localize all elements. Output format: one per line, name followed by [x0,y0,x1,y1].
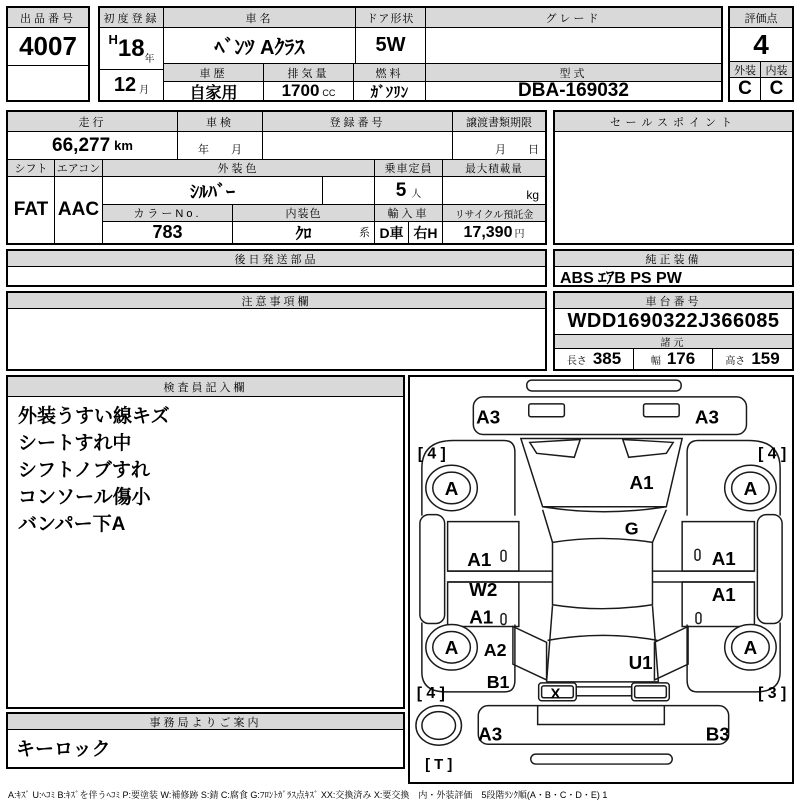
left-quarter-window [513,627,547,680]
door-handle-icon [695,549,700,560]
spec-length-label: 長さ [566,355,587,367]
mileage-value-cell [8,132,178,160]
score-value: 4 [730,28,792,62]
equipment-box [553,249,794,287]
headlight-left-icon [529,404,565,417]
damage-label: A1 [711,548,736,570]
score-label: 評価点 [730,8,792,28]
capacity-value-cell [375,177,443,205]
intcolor-suffix: 系 [359,227,370,239]
ext-grade-label: 外装 [730,62,761,78]
car-name-label: 車名 [164,8,356,28]
damage-label: A1 [469,606,494,628]
regno-label: 登録番号 [263,112,453,132]
inspector-note-line: 外装うすい線キズ [18,406,170,427]
spec-width-label: 幅 [650,355,661,367]
recycle-label: リサイクル預託金 [443,205,545,222]
first-reg-era: H [108,32,118,47]
legend-text: A:ｷｽﾞ U:ﾍｺﾐ B:ｷｽﾞを伴うﾍｺﾐ P:要塗装 W:補修跡 S:錆 C:腐食 G:ﾌﾛﾝﾄｶﾞﾗｽ点ｷｽﾞ XX:交換済み X:要交換 内・外装評価 5段階ﾗﾝｸ順(A・B・C・D・E) 1 [8,790,608,800]
aircon-value: AAC [55,177,103,243]
first-reg-year-unit: 年 [144,54,155,65]
sales-point-box [553,110,794,245]
inspector-note-line: シフトノブすれ [18,460,150,481]
spec-height-cell [713,349,792,369]
right-quarter-window [654,627,688,680]
recycle-value-cell [443,222,545,243]
extcolor-empty-cell [323,177,375,205]
import-value-2: 右H [409,222,443,243]
windshield [521,438,682,506]
ext-grade-value: C [730,78,761,100]
displacement-label: 排気量 [264,64,354,82]
damage-labels [417,407,787,773]
regno-value [263,132,453,160]
notes-value [8,309,545,369]
first-reg-month-unit: 月 [139,85,150,96]
extcolor-value: ｼﾙﾊﾞｰ [103,177,323,205]
spec-width-value: 176 [666,349,696,368]
roof [553,538,653,608]
wiper-left-icon [530,439,580,457]
car-outline [416,380,782,764]
displacement-value: 1700 [281,82,320,100]
displacement-value-cell [264,82,354,100]
damage-label: A3 [476,406,501,428]
spec-height-label: 高さ [725,355,746,367]
sales-point-label: セールスポイント [555,112,792,132]
damage-label: A [743,637,758,659]
capacity-value: 5 [395,179,407,201]
notes-label: 注意事項欄 [8,293,545,309]
front-plate [527,380,681,391]
damage-label: W2 [469,578,498,600]
damage-label: A3 [694,406,719,428]
history-label: 車歴 [164,64,264,82]
spec-length-cell [555,349,634,369]
maxload-unit: kg [443,177,545,205]
spec-width-cell [634,349,713,369]
sales-point-value [555,132,792,243]
door-handle-icon [501,550,506,561]
notes-box [6,291,547,371]
shaken-value: 年 月 [178,132,263,160]
first-reg-month: 12 [113,73,137,96]
recycle-unit: 円 [514,229,525,240]
door-value: 5W [356,28,426,64]
equipment-label: 純正装備 [555,251,792,267]
rear-bumper-notch [538,706,665,725]
car-name-value: ﾍﾞﾝﾂ Aｸﾗｽ [164,28,356,64]
tail-light-right-inner [635,686,667,698]
damage-label: G [624,518,639,539]
inspector-label: 検査員記入欄 [8,377,403,397]
damage-diagram-box [408,375,794,784]
door-label: ドア形状 [356,8,426,28]
damage-label: [ 4 ] [416,684,445,702]
import-label: 輸入車 [375,205,443,222]
model-label: 型式 [426,64,721,82]
first-reg-month-cell [100,70,164,100]
lot-value: 4007 [8,28,88,66]
grade-label: グレード [426,8,721,28]
displacement-unit: CC [322,88,336,98]
model-value: DBA-169032 [518,82,629,100]
capacity-label: 乗車定員 [375,160,443,177]
mileage-value: 66,277 [52,134,111,156]
wiper-right-icon [623,439,673,457]
shift-label: シフト [8,160,55,177]
equipment-value: ABS ｴｱB PS PW [560,269,682,285]
rear-plate [531,754,673,764]
mileage-unit: km [114,138,133,153]
intcolor-value-cell [233,222,375,243]
parts-label: 後日発送部品 [8,251,545,267]
history-value: 自家用 [164,82,264,100]
intcolor-value: ｸﾛ [295,226,312,243]
office-box [6,712,405,769]
rear-window-line [548,635,658,640]
tail-bar [576,687,631,696]
int-grade-value: C [769,78,784,99]
door-handle-icon [501,614,506,625]
damage-label: A [444,637,459,659]
first-reg-year: 18 [117,34,145,62]
damage-label: A1 [629,471,654,493]
first-reg-year-cell [100,28,164,70]
score-box [728,6,794,102]
fuel-label: 燃料 [354,64,426,82]
damage-label: X [550,686,561,703]
inspector-note-line: バンパー下A [18,514,126,535]
spare-tire-inner [422,712,456,740]
maxload-label: 最大積載量 [443,160,545,177]
inspector-note-line: シートすれ中 [18,433,132,454]
damage-label: A1 [711,583,736,605]
inspector-note-line: コンソール傷小 [18,487,151,508]
shift-value: FAT [8,177,55,243]
office-value: キーロック [16,739,111,760]
transfer-label: 譲渡書類期限 [453,112,545,132]
damage-label: [ 4 ] [758,445,787,463]
damage-label: B1 [486,671,510,692]
damage-label: [ T ] [425,757,453,774]
damage-label: [ 3 ] [758,684,787,702]
aircon-label: エアコン [55,160,103,177]
left-sill [420,515,445,624]
damage-label: A2 [483,640,507,661]
recycle-value: 17,390 [463,223,513,241]
spec-height-value: 159 [751,349,780,368]
damage-label: A1 [467,549,492,571]
int-grade-label: 内装 [761,62,792,78]
lot-box [6,6,90,102]
import-value-1: D車 [375,222,409,243]
a-pillars [543,510,667,543]
first-reg-label: 初度登録 [100,8,164,28]
capacity-unit: 人 [411,189,422,200]
headlight-right-icon [644,404,680,417]
spec-length-value: 385 [592,349,622,368]
header-box [98,6,723,102]
damage-label: A [743,477,758,499]
door-handle-icon [696,613,701,624]
damage-label: B3 [705,723,730,745]
damage-label: A3 [478,723,503,745]
office-label: 事務局よりご案内 [8,714,403,730]
colorno-value: 783 [103,222,233,243]
mileage-label: 走行 [8,112,178,132]
intcolor-label: 内装色 [233,205,375,222]
lot-empty-cell [8,66,88,100]
damage-label: U1 [628,652,653,674]
inspector-notes [8,397,403,544]
specs-label: 諸元 [555,335,792,349]
chassis-value: WDD1690322J366085 [555,309,792,335]
inspector-box [6,375,405,709]
damage-label: A [444,477,459,499]
details-box [6,110,547,245]
right-sill [757,515,782,624]
chassis-box [553,291,794,371]
chassis-label: 車台番号 [555,293,792,309]
grade-value [426,28,721,64]
fuel-value: ｶﾞｿﾘﾝ [354,82,426,100]
damage-label: [ 4 ] [417,445,446,463]
transfer-value: 月 日 [453,132,545,160]
parts-box [6,249,547,287]
lot-label: 出品番号 [8,8,88,28]
colorno-label: カラーNo. [103,205,233,222]
car-damage-diagram [410,377,792,782]
parts-value [8,267,545,285]
extcolor-label: 外装色 [103,160,375,177]
shaken-label: 車検 [178,112,263,132]
